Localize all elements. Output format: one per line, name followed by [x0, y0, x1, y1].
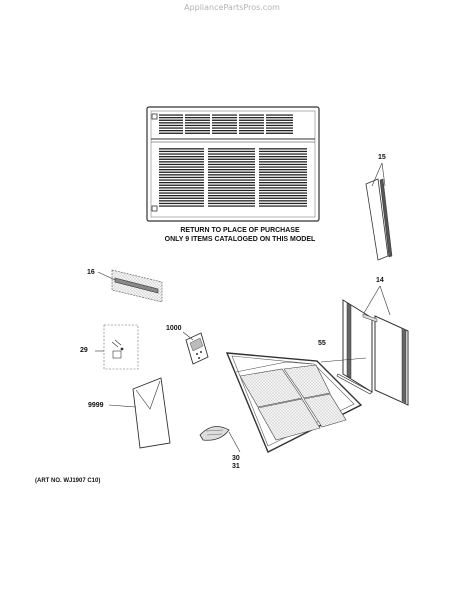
notice-line-2: ONLY 9 ITEMS CATALOGED ON THIS MODEL — [164, 236, 316, 243]
callout-16: 16 — [87, 269, 95, 276]
callout-1000: 1000 — [166, 325, 182, 332]
part-30-31-knob — [200, 426, 240, 452]
callout-14: 14 — [376, 277, 384, 284]
callout-55: 55 — [318, 340, 326, 347]
part-9999-manual — [109, 378, 170, 448]
part-16-rail — [98, 270, 162, 302]
notice-line-1: RETURN TO PLACE OF PURCHASE — [180, 227, 300, 234]
callout-9999: 9999 — [88, 402, 104, 409]
front-grille — [147, 107, 319, 221]
watermark: AppliancePartsPros.com — [184, 3, 280, 12]
callout-15: 15 — [378, 154, 386, 161]
part-14-frames — [337, 286, 408, 405]
part-1000-remote — [183, 332, 208, 364]
part-29-hardware-bag — [95, 325, 138, 369]
callout-31: 31 — [232, 463, 240, 470]
callout-30: 30 — [232, 455, 240, 462]
part-15-strip — [366, 163, 392, 260]
callout-29: 29 — [80, 347, 88, 354]
part-55-filter — [227, 353, 366, 452]
art-number: (ART NO. WJ1907 C10) — [35, 478, 101, 484]
